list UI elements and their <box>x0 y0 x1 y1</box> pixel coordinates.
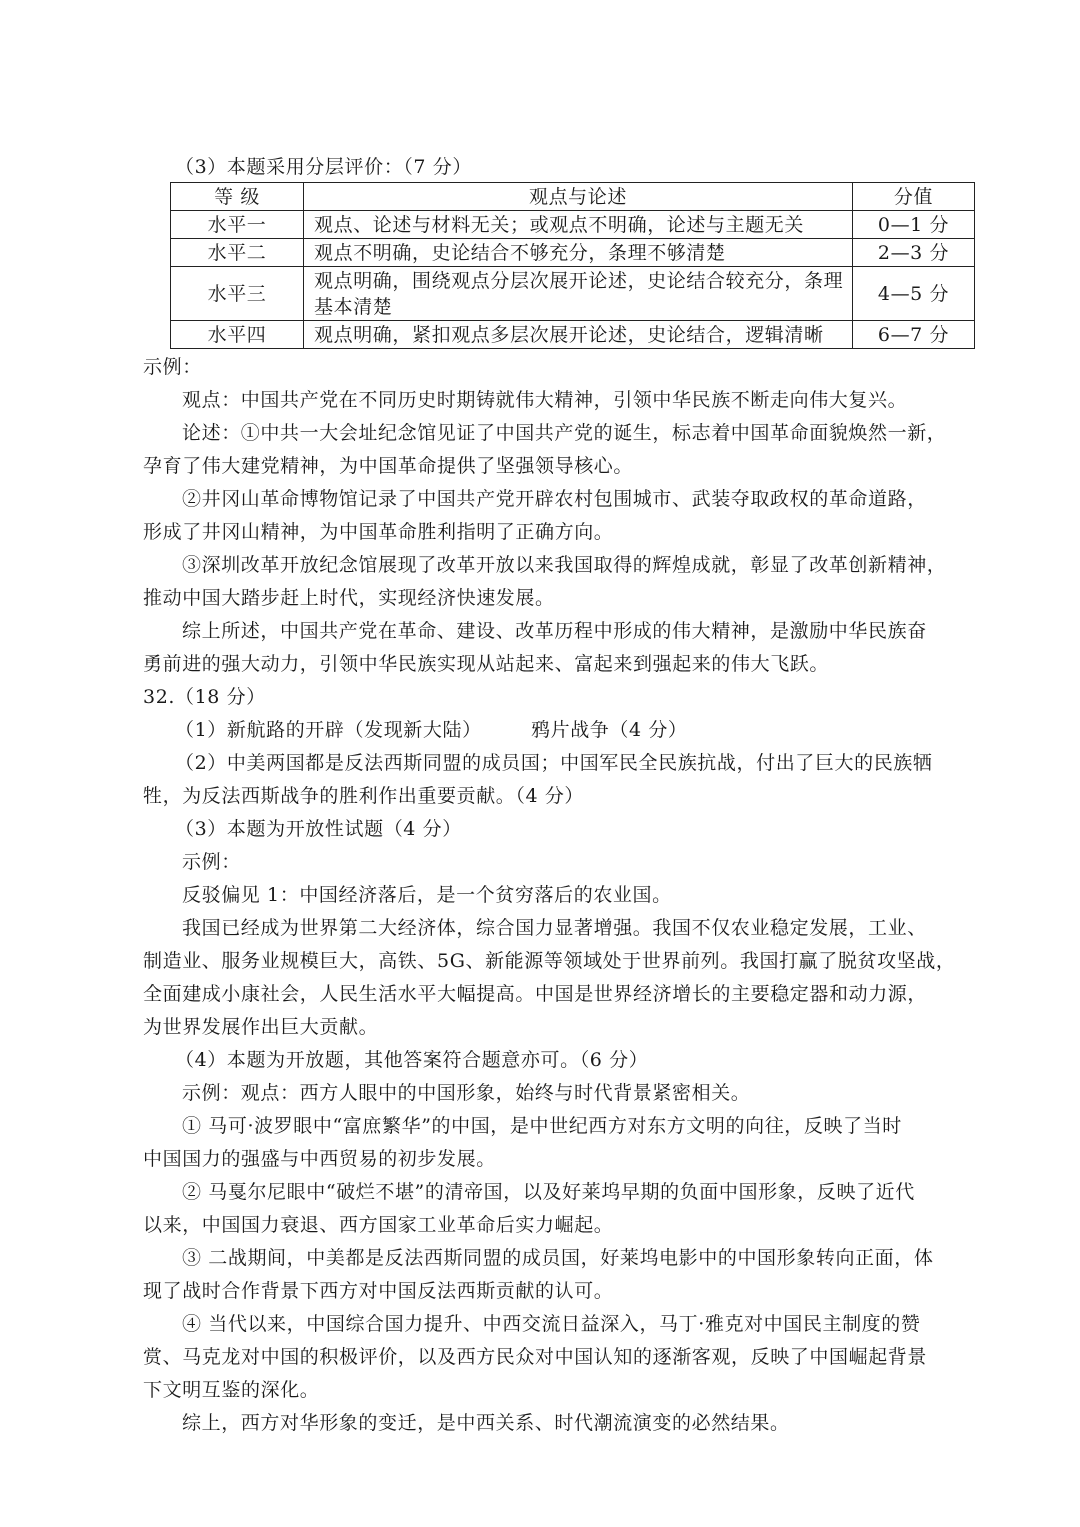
answer-line: 全面建成小康社会，人民生活水平大幅提高。中国是世界经济增长的主要稳定器和动力源， <box>143 983 928 1005</box>
level-cell: 水平四 <box>171 321 304 349</box>
score-cell: 6—7 分 <box>853 321 975 349</box>
answer-line: 现了战时合作背景下西方对中国反法西斯贡献的认可。 <box>143 1280 614 1302</box>
answer-line: ② 马戛尔尼眼中“破烂不堪”的清帝国，以及好莱坞早期的负面中国形象，反映了近代 <box>182 1181 915 1203</box>
argument-line: 论述：①中共一大会址纪念馆见证了中国共产党的诞生，标志着中国革命面貌焕然一新， <box>182 422 947 444</box>
score-cell: 4—5 分 <box>853 267 975 321</box>
example-label: 示例： <box>182 851 241 873</box>
answer-line: ④ 当代以来，中国综合国力提升、中西交流日益深入，马丁·雅克对中国民主制度的赞 <box>182 1313 921 1335</box>
score-cell: 0—1 分 <box>853 211 975 239</box>
header-level: 等 级 <box>171 183 304 211</box>
table-row <box>171 211 975 239</box>
answer-line: （1）新航路的开辟（发现新大陆） 鸦片战争（4 分） <box>175 719 688 741</box>
question-32-heading: 32.（18 分） <box>143 686 266 708</box>
grading-table <box>170 182 975 349</box>
example-label: 示例： <box>143 356 202 378</box>
score-cell: 2—3 分 <box>853 239 975 267</box>
answer-line: 以来，中国国力衰退、西方国家工业革命后实力崛起。 <box>143 1214 614 1236</box>
table-row <box>171 239 975 267</box>
argument-line: ③深圳改革开放纪念馆展现了改革开放以来我国取得的辉煌成就，彰显了改革创新精神， <box>182 554 947 576</box>
argument-line: 孕育了伟大建党精神，为中国革命提供了坚强领导核心。 <box>143 455 634 477</box>
viewpoint-line: 观点：中国共产党在不同历史时期铸就伟大精神，引领中华民族不断走向伟大复兴。 <box>182 389 908 411</box>
description-cell: 观点明确，紧扣观点多层次展开论述，史论结合，逻辑清晰 <box>304 321 853 349</box>
table-row <box>171 267 975 321</box>
answer-line: 我国已经成为世界第二大经济体，综合国力显著增强。我国不仅农业稳定发展，工业、 <box>182 917 927 939</box>
answer-line: 制造业、服务业规模巨大，高铁、5G、新能源等领域处于世界前列。我国打赢了脱贫攻坚战， <box>143 950 956 972</box>
header-description: 观点与论述 <box>304 183 853 211</box>
argument-line: ②井冈山革命博物馆记录了中国共产党开辟农村包围城市、武装夺取政权的革命道路， <box>182 488 927 510</box>
argument-line: 推动中国大踏步赶上时代，实现经济快速发展。 <box>143 587 555 609</box>
conclusion-line: 勇前进的强大动力，引领中华民族实现从站起来、富起来到强起来的伟大飞跃。 <box>143 653 830 675</box>
description-cell: 观点明确，围绕观点分层次展开论述，史论结合较充分，条理基本清楚 <box>304 267 853 321</box>
answer-line: ③ 二战期间，中美都是反法西斯同盟的成员国，好莱坞电影中的中国形象转向正面，体 <box>182 1247 934 1269</box>
level-cell: 水平一 <box>171 211 304 239</box>
level-cell: 水平三 <box>171 267 304 321</box>
description-cell: 观点不明确，史论结合不够充分，条理不够清楚 <box>304 239 853 267</box>
level-cell: 水平二 <box>171 239 304 267</box>
argument-line: 形成了井冈山精神，为中国革命胜利指明了正确方向。 <box>143 521 614 543</box>
answer-line: ① 马可·波罗眼中“富庶繁华”的中国，是中世纪西方对东方文明的向往，反映了当时 <box>182 1115 902 1137</box>
table-header-row <box>171 183 975 211</box>
answer-line: （2）中美两国都是反法西斯同盟的成员国；中国军民全民族抗战，付出了巨大的民族牺 <box>175 752 933 774</box>
answer-line: 下文明互鉴的深化。 <box>143 1379 320 1401</box>
conclusion-line: 综上所述，中国共产党在革命、建设、改革历程中形成的伟大精神，是激励中华民族奋 <box>182 620 927 642</box>
answer-line: 为世界发展作出巨大贡献。 <box>143 1016 379 1038</box>
answer-line: 中国国力的强盛与中西贸易的初步发展。 <box>143 1148 496 1170</box>
answer-line: 反驳偏见 1：中国经济落后，是一个贫穷落后的农业国。 <box>182 884 672 906</box>
answer-line: 赏、马克龙对中国的积极评价，以及西方民众对中国认知的逐渐客观，反映了中国崛起背景 <box>143 1346 928 1368</box>
header-score: 分值 <box>853 183 975 211</box>
table-row <box>171 321 975 349</box>
answer-line: （3）本题为开放性试题（4 分） <box>175 818 462 840</box>
answer-line: 示例：观点：西方人眼中的中国形象，始终与时代背景紧密相关。 <box>182 1082 751 1104</box>
answer-line: 牲，为反法西斯战争的胜利作出重要贡献。（4 分） <box>143 785 585 807</box>
description-cell: 观点、论述与材料无关；或观点不明确，论述与主题无关 <box>304 211 853 239</box>
answer-line: （4）本题为开放题，其他答案符合题意亦可。（6 分） <box>175 1049 649 1071</box>
section3-heading: （3）本题采用分层评价：（7 分） <box>175 156 472 178</box>
answer-line: 综上，西方对华形象的变迁，是中西关系、时代潮流演变的必然结果。 <box>182 1412 790 1434</box>
